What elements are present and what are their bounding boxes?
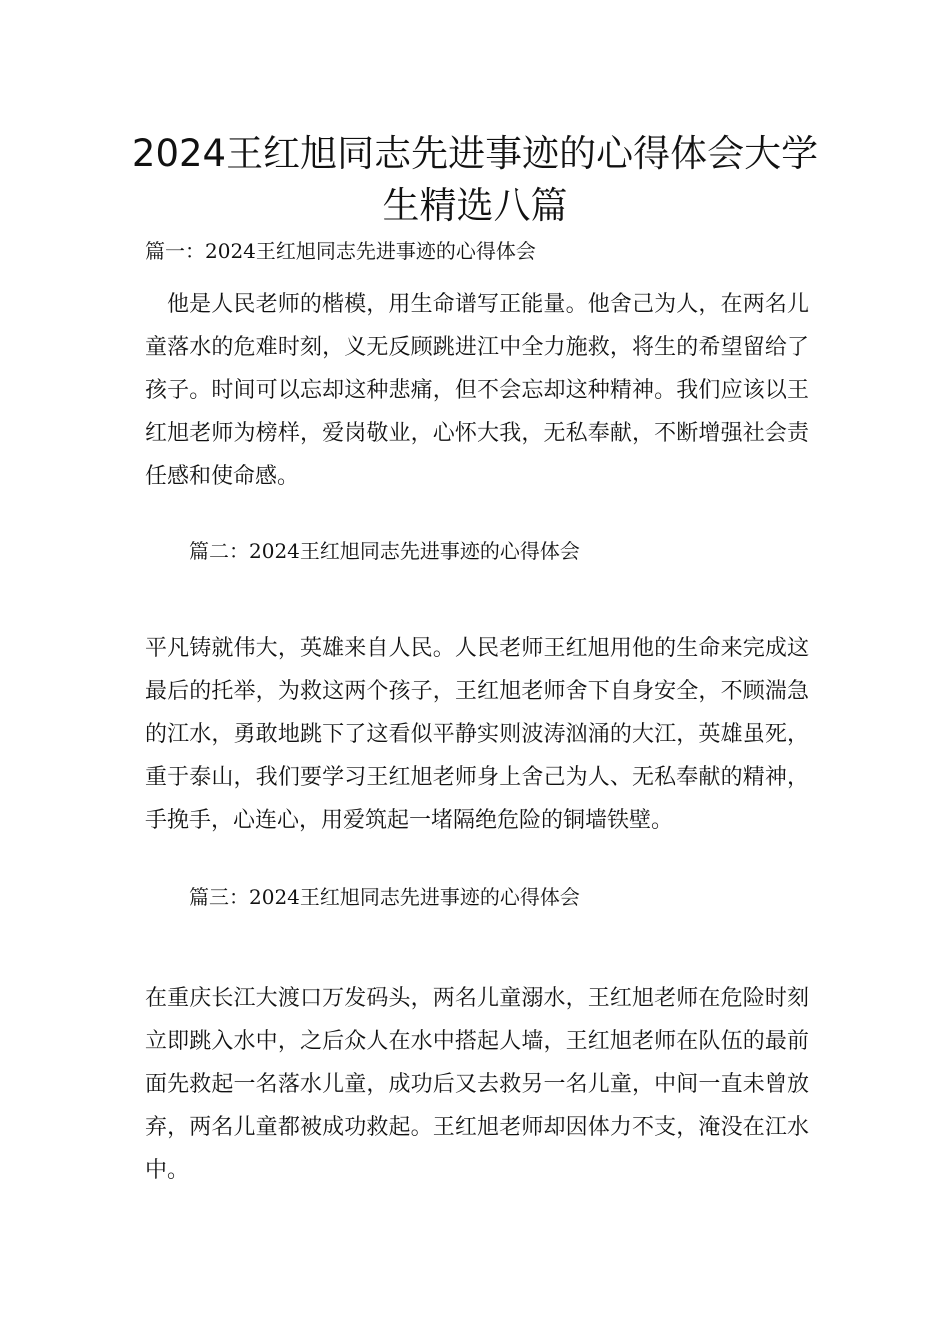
section-3-heading: 篇三：2024王红旭同志先进事迹的心得体会 xyxy=(189,885,580,909)
document-title: 2024王红旭同志先进事迹的心得体会大学生精选八篇 xyxy=(131,132,819,227)
section-3-paragraph: 在重庆长江大渡口万发码头，两名儿童溺水，王红旭老师在危险时刻立即跳入水中，之后众人在水中搭起人墙，王红旭老师在队伍的最前面先救起一名落水儿童，成功后又去救另一名儿童，中间一直未曾放弃，两名儿童都被成功救起。王红旭老师却因体力不支，淹没在江水中。 xyxy=(145,986,809,1183)
section-1-paragraph: 他是人民老师的楷模，用生命谱写正能量。他舍己为人，在两名儿童落水的危难时刻，义无反顾跳进江中全力施救，将生的希望留给了孩子。时间可以忘却这种悲痛，但不会忘却这种精神。我们应该以王红旭老师为榜样，爱岗敬业，心怀大我，无私奉献，不断增强社会责任感和使命感。 xyxy=(145,292,809,489)
section-2-paragraph: 平凡铸就伟大，英雄来自人民。人民老师王红旭用他的生命来完成这最后的托举，为救这两个孩子，王红旭老师舍下自身安全，不顾湍急的江水，勇敢地跳下了这看似平静实则波涛汹涌的大江，英雄虽死，重于泰山，我们要学习王红旭老师身上舍己为人、无私奉献的精神，手挽手，心连心，用爱筑起一堵隔绝危险的铜墙铁壁。 xyxy=(145,636,809,833)
section-2-heading: 篇二：2024王红旭同志先进事迹的心得体会 xyxy=(189,539,580,563)
section-1-heading: 篇一：2024王红旭同志先进事迹的心得体会 xyxy=(145,239,536,263)
